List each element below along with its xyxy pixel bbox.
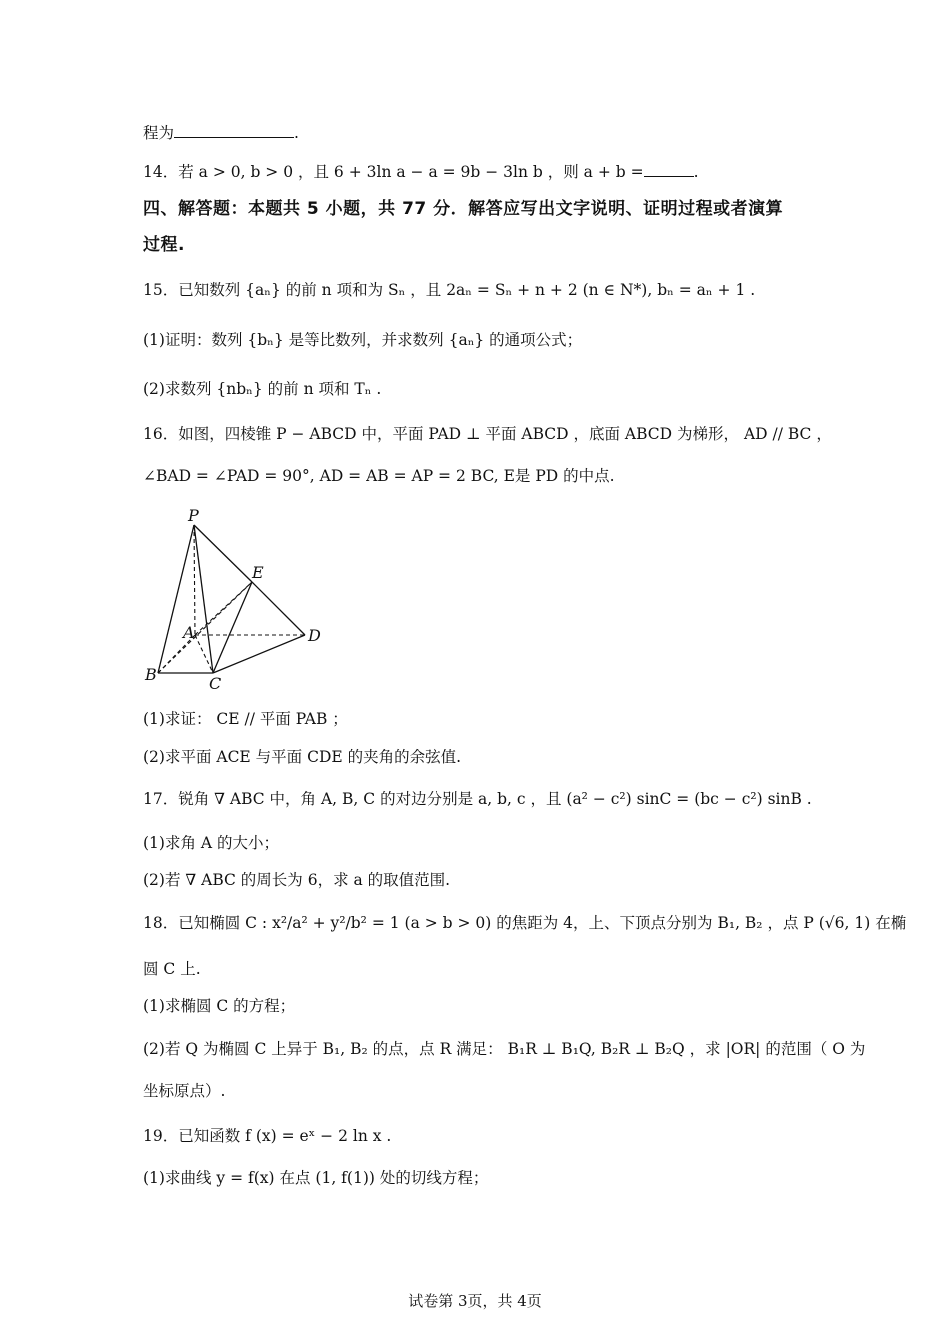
question-15-part-2: (2)求数列 {nbₙ} 的前 n 项和 Tₙ . bbox=[143, 380, 382, 398]
question-19-part-1: (1)求曲线 y = f(x) 在点 (1, f(1)) 处的切线方程； bbox=[143, 1169, 489, 1187]
answer-blank bbox=[174, 123, 294, 138]
question-16-part-2: (2)求平面 ACE 与平面 CDE 的夹角的余弦值. bbox=[143, 748, 462, 766]
question-18-part-1: (1)求椭圆 C 的方程； bbox=[143, 997, 296, 1015]
label-B: B bbox=[145, 665, 157, 684]
question-16: 16．如图，四棱锥 P − ABCD 中，平面 PAD ⊥ 平面 ABCD ，底面 ABCD 为梯形， AD // BC ， bbox=[143, 425, 832, 443]
question-18-cont: 圆 C 上. bbox=[143, 960, 201, 978]
question-14: 14．若 a > 0, b > 0 ，且 6 + 3ln a − a = 9b − 3ln b ，则 a + b = . bbox=[143, 163, 699, 181]
question-18-part-2-cont: 坐标原点）. bbox=[143, 1082, 226, 1100]
edge-PE bbox=[194, 525, 252, 582]
label-C: C bbox=[209, 674, 222, 693]
question-16-cont: ∠BAD = ∠PAD = 90°, AD = AB = AP = 2 BC, E是 PD 的中点. bbox=[143, 467, 615, 485]
question-18: 18．已知椭圆 C : x²/a² + y²/b² = 1 (a > b > 0) 的焦距为 4，上、下顶点分别为 B₁, B₂ ，点 P (√6, 1) 在椭 bbox=[143, 914, 907, 932]
question-15-part-1: (1)证明：数列 {bₙ} 是等比数列，并求数列 {aₙ} 的通项公式； bbox=[143, 331, 583, 349]
label-A: A bbox=[183, 623, 195, 642]
question-16-part-1: (1)求证： CE // 平面 PAB ； bbox=[143, 710, 348, 728]
text-line: 程为 . bbox=[143, 124, 299, 142]
question-17-part-1: (1)求角 A 的大小； bbox=[143, 834, 280, 852]
section-heading-cont: 过程. bbox=[143, 235, 185, 255]
edge-PC bbox=[194, 525, 213, 673]
pyramid-figure bbox=[140, 505, 340, 695]
question-18-part-2: (2)若 Q 为椭圆 C 上异于 B₁, B₂ 的点，点 R 满足： B₁R ⊥ B₁Q, B₂R ⊥ B₂Q ，求 |OR| 的范围（ O 为 bbox=[143, 1040, 866, 1058]
edge-PA bbox=[194, 525, 195, 635]
section-heading: 四、解答题：本题共 5 小题，共 77 分．解答应写出文字说明、证明过程或者演算 bbox=[143, 199, 784, 219]
edge-PB bbox=[158, 525, 194, 673]
question-15: 15．已知数列 {aₙ} 的前 n 项和为 Sₙ ，且 2aₙ = Sₙ + n + 2 (n ∈ N*), bₙ = aₙ + 1 . bbox=[143, 281, 756, 299]
question-19: 19．已知函数 f (x) = eˣ − 2 ln x . bbox=[143, 1127, 392, 1145]
question-17: 17．锐角 ∇ ABC 中，角 A, B, C 的对边分别是 a, b, c ，且 (a² − c²) sinC = (bc − c²) sinB . bbox=[143, 790, 812, 808]
page-footer: 试卷第 3页，共 4页 bbox=[408, 1292, 542, 1310]
answer-blank bbox=[644, 162, 694, 177]
label-D: D bbox=[308, 626, 321, 645]
label-P: P bbox=[188, 506, 199, 525]
label-E: E bbox=[252, 563, 264, 582]
edge-ED bbox=[252, 582, 305, 635]
question-17-part-2: (2)若 ∇ ABC 的周长为 6，求 a 的取值范围. bbox=[143, 871, 451, 889]
